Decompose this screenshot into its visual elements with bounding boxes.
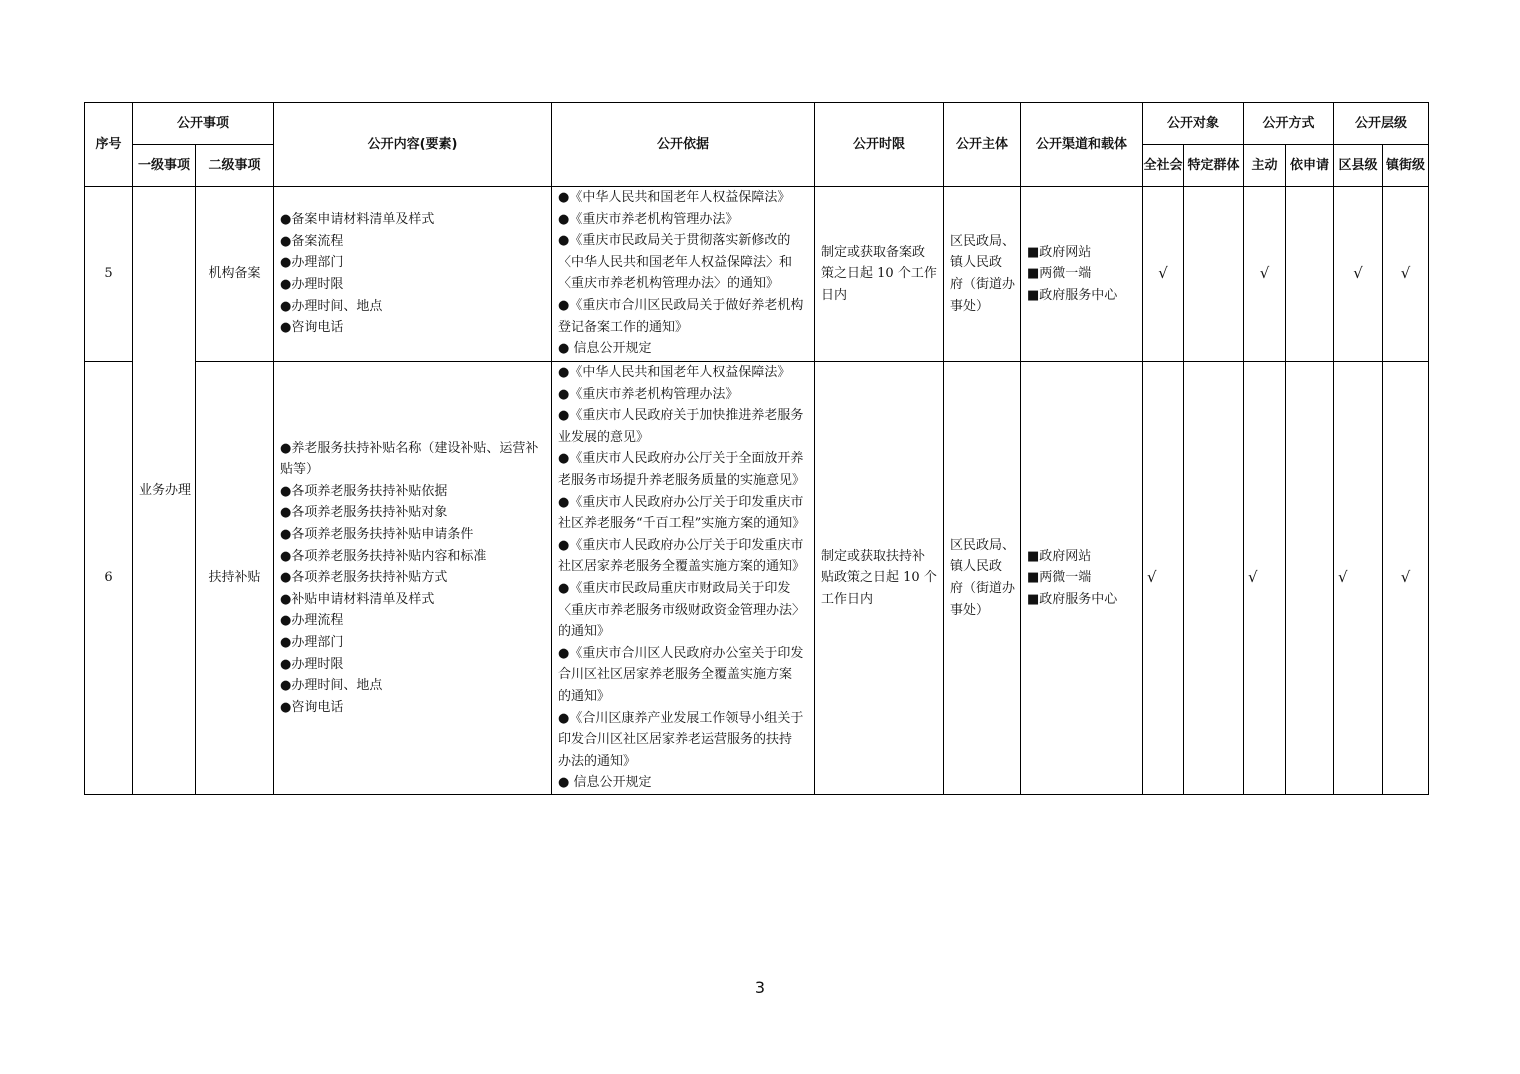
cell-line: 镇人民政 [950,255,1003,271]
row-seq: 5 [85,187,133,362]
cell-line: ■两微一端 [1027,570,1092,586]
cell-line: 登记备案工作的通知》 [558,319,689,335]
header-item: 公开事项 [133,103,274,145]
header-time-limit: 公开时限 [815,103,944,187]
cell-line: ●补贴申请材料清单及样式 [280,591,435,607]
cell-line: 〈重庆市养老机构管理办法〉的通知》 [558,276,780,292]
cell-line: ●《重庆市人民政府关于加快推进养老服务 [558,408,804,424]
cell-line: ●《重庆市合川区人民政府办公室关于印发 [558,645,804,661]
row-method-apply [1286,362,1334,795]
cell-line: 镇人民政 [950,559,1003,575]
cell-line: 事处） [950,298,990,314]
cell-line: ●各项养老服务扶持补贴对象 [280,505,448,521]
header-target-all: 全社会 [1143,145,1184,187]
row-target-all: √ [1143,187,1184,362]
row-content [274,362,552,795]
row-time-limit [815,187,944,362]
row-level-town: √ [1383,362,1429,795]
cell-line: ●办理时限 [280,277,344,292]
cell-line: ●备案申请材料清单及样式 [280,212,435,228]
cell-line: 贴政策之日起 10 个 [821,570,937,586]
row-subject [944,187,1021,362]
cell-line: 事处） [950,602,990,618]
header-level: 公开层级 [1334,103,1429,145]
cell-line: ●《重庆市养老机构管理办法》 [558,211,739,227]
header-target: 公开对象 [1143,103,1244,145]
cell-line: 的通知》 [558,688,611,704]
cell-line: ● 信息公开规定 [558,341,652,357]
page-number: 3 [754,978,766,997]
header-subject: 公开主体 [944,103,1021,187]
disclosure-table [84,102,1429,795]
cell-line: ●办理时间、地点 [280,678,383,694]
row-target-all: √ [1143,362,1184,795]
cell-line: ●备案流程 [280,233,344,249]
header-level-town: 镇街级 [1383,145,1429,187]
row-level-district: √ [1334,362,1383,795]
cell-line: 办法的通知》 [558,753,637,769]
cell-line: 府（街道办 [950,277,1016,292]
row-subject [944,362,1021,795]
category-l1: 业务办理 [133,187,196,795]
cell-line: 制定或获取备案政 [821,244,926,260]
cell-line: ●咨询电话 [280,699,344,715]
cell-line: 业发展的意见》 [558,429,650,445]
cell-line: ●咨询电话 [280,320,344,336]
row-item-l2: 扶持补贴 [196,362,274,795]
cell-line: 〈中华人民共和国老年人权益保障法〉和 [558,254,793,270]
header-method-active: 主动 [1244,145,1286,187]
cell-line: ●办理流程 [280,613,344,629]
cell-line: ●《重庆市养老机构管理办法》 [558,386,739,402]
cell-line: ●《重庆市民政局关于贯彻落实新修改的 [558,233,791,249]
cell-line: ● 信息公开规定 [558,775,652,791]
row-level-district: √ [1334,187,1383,362]
table-row [85,187,1429,362]
cell-line: ●《重庆市合川区民政局关于做好养老机构 [558,297,804,313]
cell-line: ●《重庆市人民政府办公厅关于印发重庆市 [558,494,804,510]
cell-line: ■政府网站 [1027,244,1092,260]
cell-line: ●《合川区康养产业发展工作领导小组关于 [558,710,804,726]
cell-line: 社区养老服务“千百工程”实施方案的通知》 [558,516,806,532]
cell-line: 的通知》 [558,624,611,640]
header-item-l1: 一级事项 [133,145,196,187]
cell-line: ●《重庆市人民政府办公厅关于全面放开养 [558,451,804,467]
cell-line: 策之日起 10 个工作 [821,266,937,282]
cell-line: ●办理时间、地点 [280,298,383,314]
row-seq: 6 [85,362,133,795]
row-time-limit [815,362,944,795]
row-target-specific [1184,362,1244,795]
cell-line: ●《中华人民共和国老年人权益保障法》 [558,365,791,380]
cell-line: ●养老服务扶持补贴名称（建设补贴、运营补 [280,440,539,456]
header-basis: 公开依据 [552,103,815,187]
cell-line: 老服务市场提升养老服务质量的实施意见》 [558,472,806,488]
table-row [85,362,1429,795]
cell-line: 印发合川区社区居家养老运营服务的扶持 [558,732,793,748]
cell-line: 制定或获取扶持补 [821,548,926,564]
header-target-specific: 特定群体 [1184,145,1244,187]
cell-line: ■政府服务中心 [1027,591,1118,607]
cell-line: 区民政局、 [950,537,1016,553]
header-content: 公开内容(要素) [274,103,552,187]
row-method-active: √ [1244,187,1286,362]
cell-line: 日内 [821,287,848,303]
header-item-l2: 二级事项 [196,145,274,187]
cell-line: 府（街道办 [950,580,1016,596]
header-row-top [85,103,1429,145]
cell-line: 社区居家养老服务全覆盖实施方案的通知》 [558,559,806,575]
row-content [274,187,552,362]
row-basis [552,187,815,362]
row-channel [1021,362,1143,795]
header-channel: 公开渠道和载体 [1021,103,1143,187]
cell-line: ●办理时限 [280,656,344,672]
row-item-l2: 机构备案 [196,187,274,362]
cell-line: ■两微一端 [1027,266,1092,282]
cell-line: ■政府服务中心 [1027,287,1118,303]
cell-line: ■政府网站 [1027,548,1092,564]
cell-line: ●办理部门 [280,634,344,650]
header-level-district: 区县级 [1334,145,1383,187]
row-level-town: √ [1383,187,1429,362]
row-method-active: √ [1244,362,1286,795]
cell-line: ●各项养老服务扶持补贴内容和标准 [280,548,487,564]
cell-line: ●《重庆市人民政府办公厅关于印发重庆市 [558,537,804,553]
header-method: 公开方式 [1244,103,1334,145]
cell-line: ●各项养老服务扶持补贴申请条件 [280,526,474,542]
cell-line: 合川区社区居家养老服务全覆盖实施方案 [558,667,793,683]
cell-line: ●各项养老服务扶持补贴方式 [280,570,448,586]
row-channel [1021,187,1143,362]
cell-line: ●各项养老服务扶持补贴依据 [280,483,448,499]
header-method-apply: 依申请 [1286,145,1334,187]
cell-line: 贴等） [280,462,320,478]
cell-line: ●《中华人民共和国老年人权益保障法》 [558,190,791,205]
header-seq: 序号 [85,103,133,187]
row-method-apply [1286,187,1334,362]
cell-line: 区民政局、 [950,233,1016,249]
cell-line: 〈重庆市养老服务市级财政资金管理办法〉 [558,602,806,618]
row-basis [552,362,815,795]
cell-line: ●《重庆市民政局重庆市财政局关于印发 [558,580,791,596]
cell-line: ●办理部门 [280,255,344,271]
cell-line: 工作日内 [821,591,874,607]
row-target-specific [1184,187,1244,362]
